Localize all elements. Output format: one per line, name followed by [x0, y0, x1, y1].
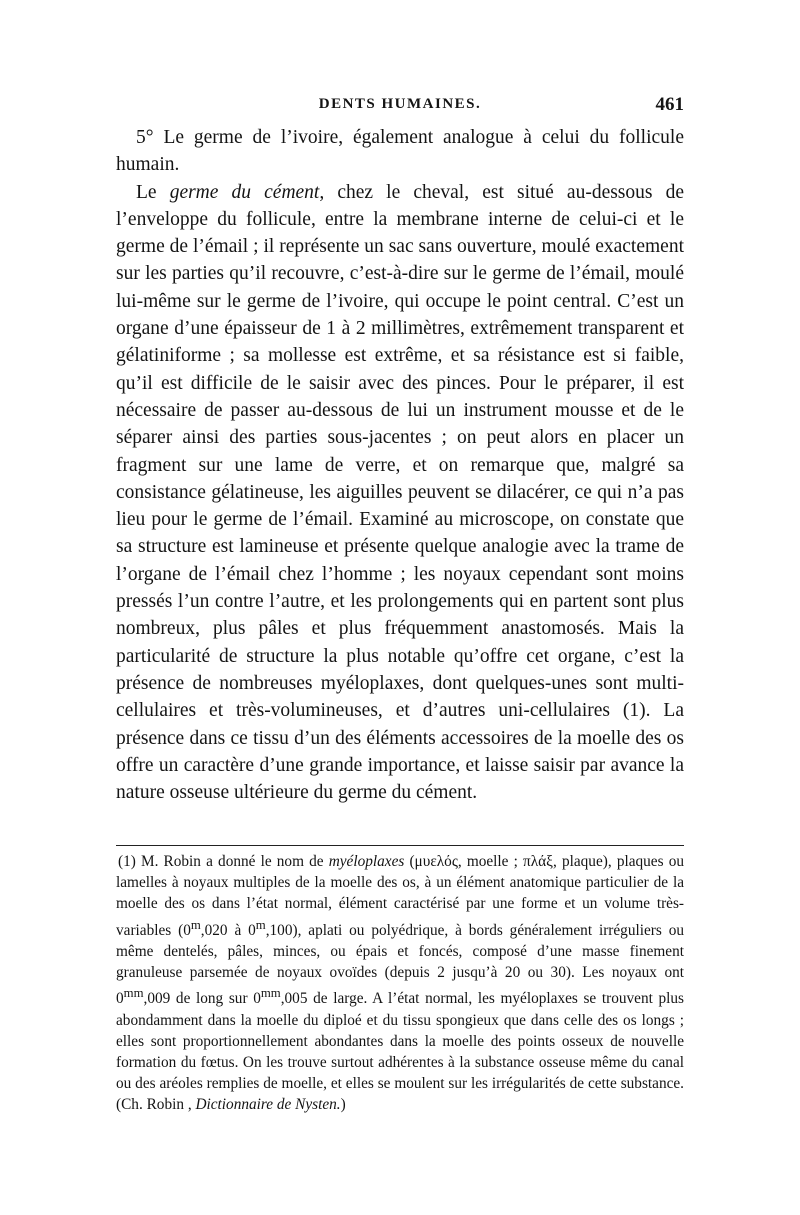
unit-superscript: mm — [123, 986, 144, 1001]
running-title: DENTS HUMAINES. — [318, 96, 482, 112]
footnote-segment: ,100), aplati ou polyédrique, à bords généralement irréguliers ou même dentelés, pâles, minces, ou épais et foncés, composé d’une masse finement granuleuse parsemée de noyaux ovoïdes (depuis 2 jusqu’à 20 ou 30). Les noyaux ont 0 — [116, 921, 685, 1008]
paragraph-body: chez le cheval, est situé au-dessous de l’enveloppe du follicule, entre la membrane interne de celui-ci et le germe de l’émail ; il représente un sac sans ouverture, moulé exactement sur les parties qu’il recouvre, c’est-à-dire sur le germe de l’émail, moulé lui-même sur le germe de l’ivoire, qui occupe le point central. C’est un organe d’une épaisseur de 1 à 2 millimètres, extrêmement transparent et gélatiniforme ; sa mollesse est extrême, et sa résistance est si faible, qu’il est difficile de le saisir avec des pinces. Pour le préparer, il est nécessaire de passer au-dessous de lui un instrument mousse et de le séparer ainsi des parties sous-jacentes ; on peut alors en placer un fragment sur une lame de verre, et on remarque que, malgré sa consistance gélatineuse, les aiguilles peuvent se dilacérer, ce qui n’a pas lieu pour le germe de l’émail. Examiné au microscope, on constate que sa structure est lamineuse et présente quelque analogie avec la trame de l’organe de l’émail chez l’homme ; les noyaux cependant sont moins pressés l’un contre l’autre, et les prolongements qui en partent sont plus nombreux, plus pâles et plus fréquemment anastomosés. Mais la particularité de structure la plus notable qu’offre cet organe, c’est la présence de nombreuses myéloplaxes, dont quelques-unes sont multi-cellulaires et très-volumineuses, et d’autres uni-cellulaires (1). La présence dans ce tissu d’un des éléments accessoires de la moelle des os offre un caractère d’une grande importance, et laisse saisir par avance la nature osseuse ultérieure du germe du cément. — [116, 181, 684, 804]
unit-superscript: m — [190, 917, 201, 932]
italic-term-myeloplaxes: myéloplaxes — [328, 853, 405, 870]
paragraph-cement-germ — [116, 179, 684, 807]
footnote-segment: (μυελός, moelle ; πλάξ, plaque), plaques ou lamelles à noyaux multiples de la moelle des os, à un élément anatomique particulier de la moelle des os dans l’état normal, élément caractérisé par une forme et un volume très-variables (0 — [116, 853, 684, 939]
italic-term-cement-germ: germe du cément, — [169, 181, 325, 203]
unit-superscript: mm — [260, 986, 281, 1001]
footnote-divider — [116, 845, 684, 846]
footnote-close: ) — [340, 1096, 346, 1114]
main-text — [116, 124, 684, 806]
paragraph-lead: Le — [136, 181, 170, 203]
unit-superscript: m — [255, 917, 266, 932]
footnote-lead: (1) M. Robin a donné le nom de — [118, 853, 329, 870]
paragraph-ivory-germ: 5° Le germe de l’ivoire, également analogue à celui du follicule humain. — [116, 127, 684, 176]
footnote-segment: ,009 de long sur 0 — [143, 990, 261, 1008]
italic-source-title: Dictionnaire de Nysten. — [195, 1096, 341, 1114]
footnote-segment: ,020 à 0 — [200, 921, 256, 939]
footnote-segment: ,005 de large. A l’état normal, les myéloplaxes se trouvent plus abondamment dans la moelle du diploé et du tissu spongieux que dans celle des os longs ; elles sont proportionnellement abondantes dans la moelle des points osseux de nouvelle formation du fœtus. On les trouve surtout adhérentes à la substance osseuse même du canal ou des aréoles remplies de moelle, et elles se moulent sur les irrégularités de cette substance. (Ch. Robin , — [116, 990, 685, 1114]
running-header — [116, 96, 684, 118]
footnote-text — [116, 851, 684, 1116]
footnote — [116, 851, 684, 1116]
page-number: 461 — [655, 94, 684, 115]
